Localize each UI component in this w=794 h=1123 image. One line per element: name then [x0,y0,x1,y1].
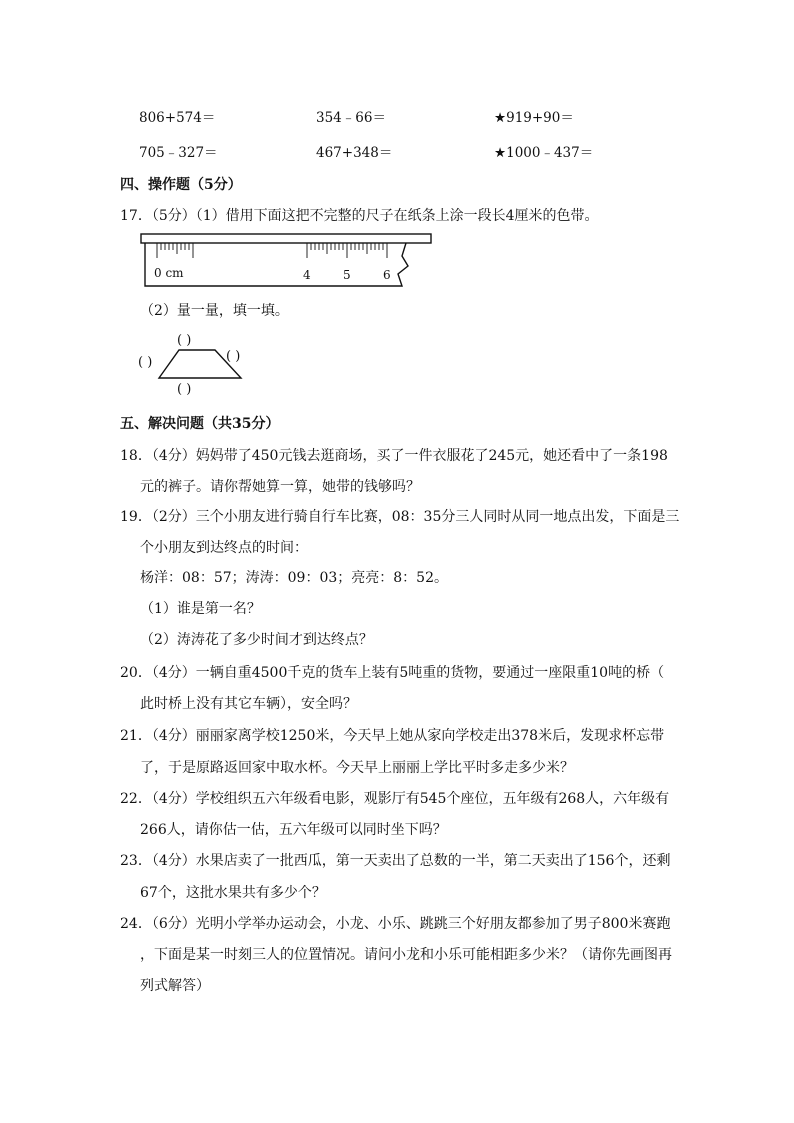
section-title-operations: 四、操作题（5分） [120,177,242,193]
ruler-top-strip [141,234,431,243]
q19-sub1: （1）谁是第一名？ [140,601,261,617]
q24-text-cont: ，下面是某一时刻三人的位置情况。请问小龙和小乐可能相距多少米？（请你先画图再 [140,947,672,963]
q24-text-cont2: 列式解答） [140,978,210,994]
calc-item: 467+348＝ [316,145,393,161]
calc-item: ★1000﹣437＝ [494,145,594,161]
q21-text: 21．（4分）丽丽家离学校1250米，今天早上她从家向学校走出378米后，发现求杯忘带 [120,728,665,744]
broken-ruler-figure [140,230,435,290]
calc-item: 354﹣66＝ [316,110,386,126]
q19-sub2: （2）涛涛花了多少时间才到达终点？ [140,632,373,648]
q22-text: 22．（4分）学校组织五六年级看电影，观影厅有545个座位，五年级有268人，六年级有 [120,791,670,807]
trapezoid-right-blank: ( ) [226,349,241,364]
q20-text: 20．（4分）一辆自重4500千克的货车上装有5吨重的货物，要通过一座限重10吨的桥（ [120,665,665,681]
q19-times: 杨洋：08：57；涛涛：09：03；亮亮：8：52。 [140,570,448,586]
ruler-zero-label: 0 cm [154,266,184,280]
calc-item: ★919+90＝ [494,110,574,126]
ruler-label-4: 4 [303,268,311,282]
ruler-ticks-right [307,243,387,258]
trapezoid-figure [135,328,265,398]
section-title-problems: 五、解决问题（共35分） [120,416,280,432]
ruler-label-5: 5 [343,268,351,282]
q18-text-cont: 元的裤子。请你帮她算一算，她带的钱够吗？ [140,479,420,495]
q19-text: 19．（2分）三个小朋友进行骑自行车比赛，08：35分三人同时从同一地点出发，下面是三 [120,509,680,525]
trapezoid-bottom-blank: ( ) [177,382,192,397]
q17-text: 17．（5分）（1）借用下面这把不完整的尺子在纸条上涂一段长4厘米的色带。 [120,208,599,224]
trapezoid-top-blank: ( ) [177,333,192,348]
q18-text: 18．（4分）妈妈带了450元钱去逛商场，买了一件衣服花了245元，她还看中了一条198 [120,448,668,464]
q21-text-cont: 了，于是原路返回家中取水杯。今天早上丽丽上学比平时多走多少米？ [140,760,574,776]
ruler-ticks-left [157,243,193,258]
q22-text-cont: 266人，请你估一估，五六年级可以同时坐下吗？ [140,822,447,838]
ruler-label-6: 6 [383,268,391,282]
calc-item: 806+574＝ [139,110,216,126]
q24-text: 24．（6分）光明小学举办运动会，小龙、小乐、跳跳三个好朋友都参加了男子800米赛跑 [120,916,671,932]
ruler-body [145,243,408,286]
q19-text-cont: 个小朋友到达终点的时间： [140,540,308,556]
calc-item: 705﹣327＝ [139,145,218,161]
q23-text-cont: 67个，这批水果共有多少个？ [140,885,326,901]
q17-sub2-text: （2）量一量，填一填。 [140,303,289,319]
trapezoid-left-blank: ( ) [138,355,153,370]
q20-text-cont: 此时桥上没有其它车辆），安全吗？ [140,696,357,712]
q23-text: 23．（4分）水果店卖了一批西瓜，第一天卖出了总数的一半，第二天卖出了156个，还剩 [120,853,671,869]
